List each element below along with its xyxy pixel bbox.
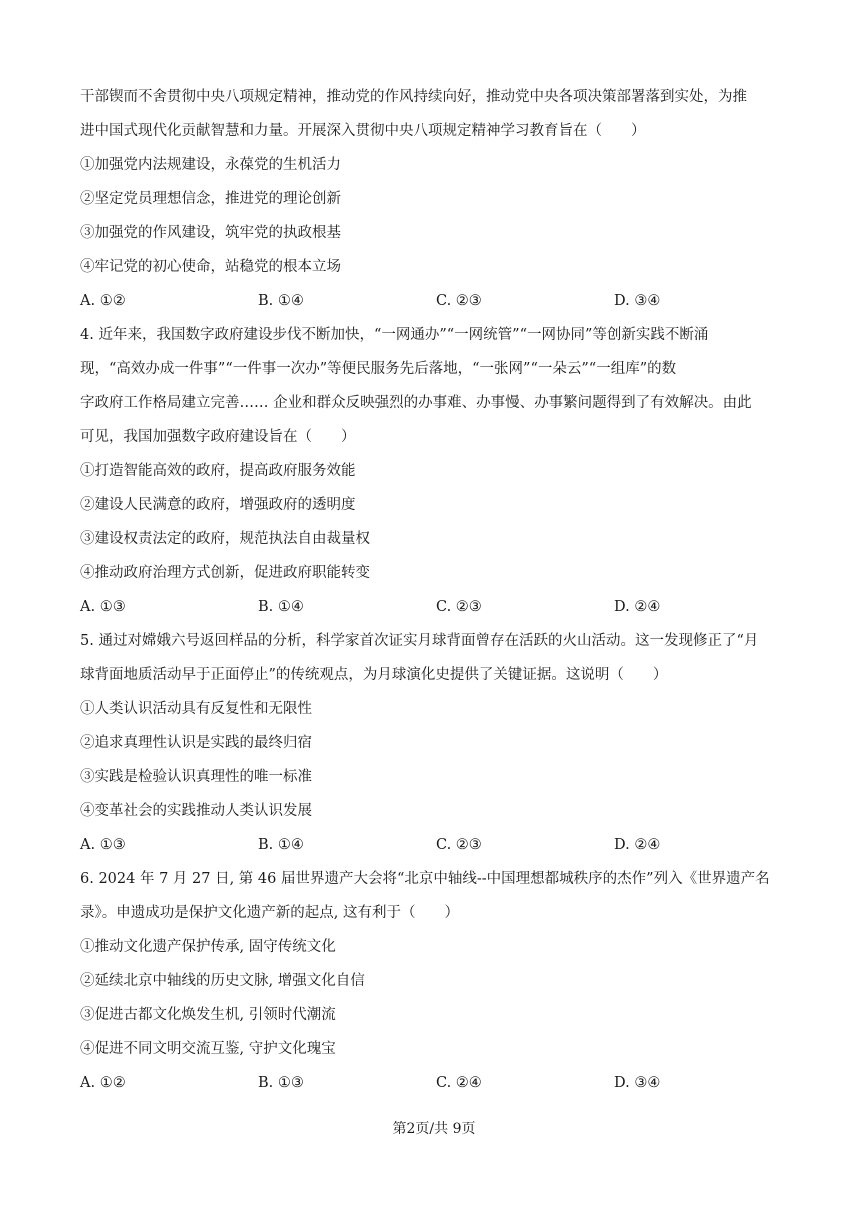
question-4 [80, 318, 792, 624]
statement-item: ④变革社会的实践推动人类认识发展 [80, 803, 312, 819]
question-stem-line: 可见，我国加强数字政府建设旨在（ ） [80, 429, 356, 445]
statement-item: ③建设权责法定的政府，规范执法自由裁量权 [80, 531, 370, 547]
option-b: B. ①④ [258, 599, 304, 615]
option-d: D. ②④ [614, 599, 661, 615]
question-stem-line: 进中国式现代化贡献智慧和力量。开展深入贯彻中央八项规定精神学习教育旨在（ ） [80, 123, 646, 139]
option-c: C. ②③ [436, 599, 482, 615]
option-a: A. ①③ [80, 837, 126, 853]
statement-item: ④促进不同文明交流互鉴, 守护文化瑰宝 [80, 1041, 336, 1057]
option-c: C. ②③ [436, 293, 482, 309]
question-stem-line: 字政府工作格局建立完善…… 企业和群众反映强烈的办事难、办事慢、办事繁问题得到了有效解决。由此 [80, 395, 752, 411]
statement-item: ②坚定党员理想信念，推进党的理论创新 [80, 191, 341, 207]
statement-item: ①人类认识活动具有反复性和无限性 [80, 701, 312, 717]
option-b: B. ①③ [258, 1075, 304, 1091]
question-stem-line: 4. 近年来，我国数字政府建设步伐不断加快，“一网通办”“一网统管”“一网协同”等创新实践不断涌 [80, 327, 709, 343]
statement-item: ②延续北京中轴线的历史文脉, 增强文化自信 [80, 973, 365, 989]
exam-page [80, 80, 792, 1100]
option-a: A. ①③ [80, 599, 126, 615]
statement-item: ③实践是检验认识真理性的唯一标准 [80, 769, 312, 785]
question-3 [80, 80, 792, 318]
option-d: D. ③④ [614, 1075, 661, 1091]
option-d: D. ③④ [614, 293, 661, 309]
statement-item: ②追求真理性认识是实践的最终归宿 [80, 735, 312, 751]
statement-item: ④牢记党的初心使命，站稳党的根本立场 [80, 259, 341, 275]
statement-item: ③加强党的作风建设，筑牢党的执政根基 [80, 225, 341, 241]
option-a: A. ①② [80, 1075, 126, 1091]
option-b: B. ①④ [258, 837, 304, 853]
statement-item: ①加强党内法规建设，永葆党的生机活力 [80, 157, 341, 173]
option-a: A. ①② [80, 293, 126, 309]
option-b: B. ①④ [258, 293, 304, 309]
answer-options [80, 284, 792, 318]
statement-item: ①打造智能高效的政府，提高政府服务效能 [80, 463, 356, 479]
answer-options [80, 828, 792, 862]
statement-item: ①推动文化遗产保护传承, 固守传统文化 [80, 939, 336, 955]
question-stem-line: 干部锲而不舍贯彻中央八项规定精神，推动党的作风持续向好，推动党中央各项决策部署落到实处，为推 [80, 89, 747, 105]
statement-item: ④推动政府治理方式创新，促进政府职能转变 [80, 565, 370, 581]
question-stem-line: 球背面地质活动早于正面停止”的传统观点，为月球演化史提供了关键证据。这说明（ ） [80, 667, 668, 683]
page-number: 第2页/共 9页 [392, 1121, 476, 1137]
question-stem-line: 5. 通过对嫦娥六号返回样品的分析，科学家首次证实月球背面曾存在活跃的火山活动。这一发现修正了“月 [80, 633, 759, 649]
question-6 [80, 862, 792, 1100]
question-stem-line: 录》。申遗成功是保护文化遗产新的起点, 这有利于（ ） [80, 905, 459, 921]
option-c: C. ②③ [436, 837, 482, 853]
statement-item: ②建设人民满意的政府，增强政府的透明度 [80, 497, 356, 513]
option-d: D. ②④ [614, 837, 661, 853]
option-c: C. ②④ [436, 1075, 482, 1091]
question-stem-line: 6. 2024 年 7 月 27 日, 第 46 届世界遗产大会将“北京中轴线--中国理想都城秩序的杰作”列入《世界遗产名 [80, 871, 770, 887]
answer-options [80, 1066, 792, 1100]
question-stem-line: 现，“高效办成一件事”“一件事一次办”等便民服务先后落地，“一张网”“一朵云”“一组库”的数 [80, 361, 677, 377]
statement-item: ③促进古都文化焕发生机, 引领时代潮流 [80, 1007, 336, 1023]
answer-options [80, 590, 792, 624]
question-5 [80, 624, 792, 862]
